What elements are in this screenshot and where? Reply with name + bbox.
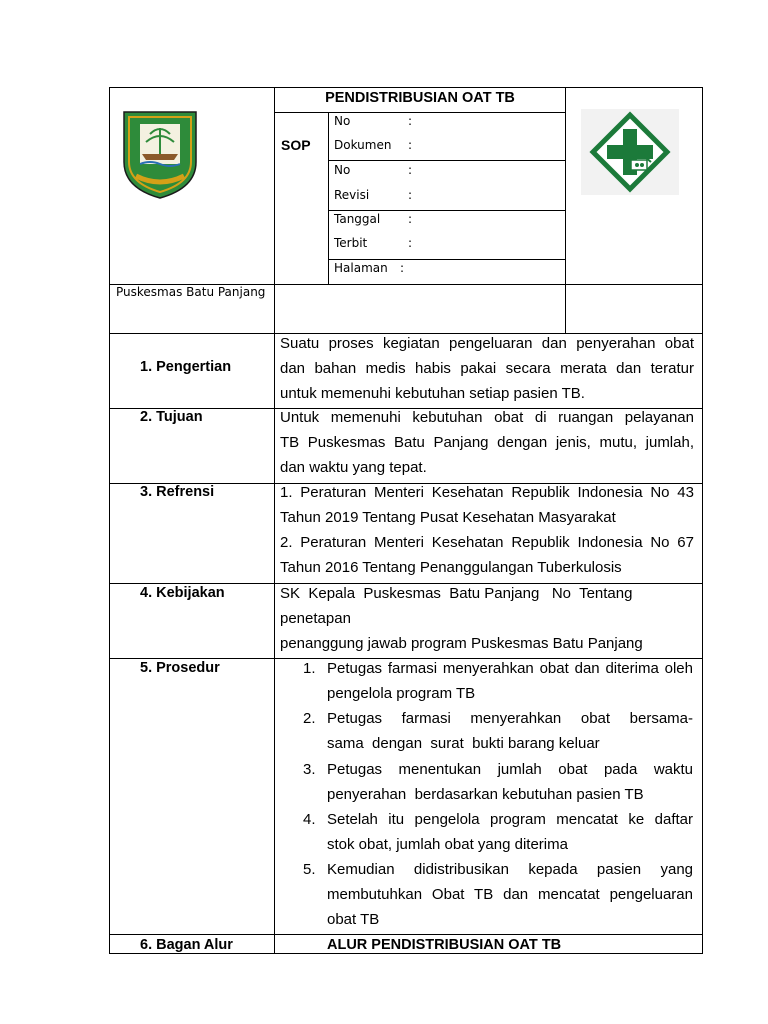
text-line: TB Puskesmas Batu Panjang dengan jenis, mutu, jumlah, [280, 434, 694, 451]
text-line: Petugas menentukan jumlah obat pada waktu [327, 761, 693, 778]
meta-colon: : [408, 188, 413, 202]
flowchart-title: ALUR PENDISTRIBUSIAN OAT TB [327, 937, 562, 953]
regional-emblem-logo [120, 110, 200, 200]
meta-no-revisi [334, 160, 534, 208]
text-line: Setelah itu pengelola program mencatat ke daftar [327, 811, 693, 828]
step-number: 3. [303, 761, 316, 778]
section-label-refrensi: 3. Refrensi [140, 484, 215, 500]
section-label-prosedur: 5. Prosedur [140, 660, 220, 676]
meta-key: No [334, 163, 351, 177]
text-line: dan bahan medis habis pakai secara merata dan teratur [280, 360, 694, 377]
text-line: obat TB [327, 911, 380, 928]
text-line: stok obat, jumlah obat yang diterima [327, 836, 568, 853]
text-line: SK Kepala Puskesmas Batu Panjang No Tentang [280, 585, 633, 602]
text-line: Suatu proses kegiatan pengeluaran dan penyerahan obat [280, 335, 694, 352]
meta-no-dokumen [334, 112, 534, 160]
meta-key: Halaman [334, 261, 388, 275]
text-line: penetapan [280, 610, 351, 627]
text-line: Tahun 2016 Tentang Penanggulangan Tuberkulosis [280, 559, 622, 576]
meta-halaman [334, 259, 534, 283]
meta-key: Tanggal [334, 212, 381, 226]
section-label-pengertian: 1. Pengertian [140, 359, 232, 375]
puskesmas-logo [581, 109, 679, 195]
text-line: penanggung jawab program Puskesmas Batu Panjang [280, 635, 643, 652]
text-line: 2. Peraturan Menteri Kesehatan Republik Indonesia No 67 [280, 534, 694, 551]
text-line: 1. Peraturan Menteri Kesehatan Republik Indonesia No 43 [280, 484, 694, 501]
step-number: 2. [303, 710, 316, 727]
section-label-tujuan: 2. Tujuan [140, 409, 203, 425]
text-line: Kemudian didistribusikan kepada pasien yang [327, 861, 693, 878]
meta-tanggal-terbit [334, 210, 534, 258]
section-label-bagan-alur: 6. Bagan Alur [140, 937, 233, 953]
meta-colon: : [408, 212, 413, 226]
meta-key: Revisi [334, 188, 370, 202]
sop-label: SOP [281, 137, 311, 153]
text-line: untuk memenuhi kebutuhan setiap pasien TB. [280, 385, 585, 402]
text-line: Tahun 2019 Tentang Pusat Kesehatan Masyarakat [280, 509, 616, 526]
meta-colon: : [408, 163, 413, 177]
meta-colon: : [408, 114, 413, 128]
meta-key: Terbit [334, 236, 368, 250]
section-body-pengertian [280, 331, 694, 406]
section-body-tujuan [280, 405, 694, 480]
text-line: Untuk memenuhi kebutuhan obat di ruangan pelayanan [280, 409, 694, 426]
text-line: sama dengan surat bukti barang keluar [327, 735, 600, 752]
meta-colon: : [408, 236, 413, 250]
meta-colon: : [400, 261, 405, 275]
institution-name: Puskesmas Batu Panjang [116, 285, 266, 299]
step-number: 1. [303, 660, 316, 677]
section-body-kebijakan [280, 581, 694, 656]
text-line: pengelola program TB [327, 685, 476, 702]
text-line: Petugas farmasi menyerahkan obat dan diterima oleh [327, 660, 693, 677]
step-number: 5. [303, 861, 316, 878]
meta-key: No [334, 114, 351, 128]
meta-colon: : [408, 138, 413, 152]
text-line: penyerahan berdasarkan kebutuhan pasien TB [327, 786, 644, 803]
text-line: membutuhkan Obat TB dan mencatat pengeluaran [327, 886, 693, 903]
meta-key: Dokumen [334, 138, 392, 152]
section-label-kebijakan: 4. Kebijakan [140, 585, 225, 601]
document-title: PENDISTRIBUSIAN OAT TB [325, 90, 515, 106]
step-number: 4. [303, 811, 316, 828]
section-body-refrensi [280, 480, 694, 580]
text-line: Petugas farmasi menyerahkan obat bersama- [327, 710, 693, 727]
text-line: dan waktu yang tepat. [280, 459, 427, 476]
